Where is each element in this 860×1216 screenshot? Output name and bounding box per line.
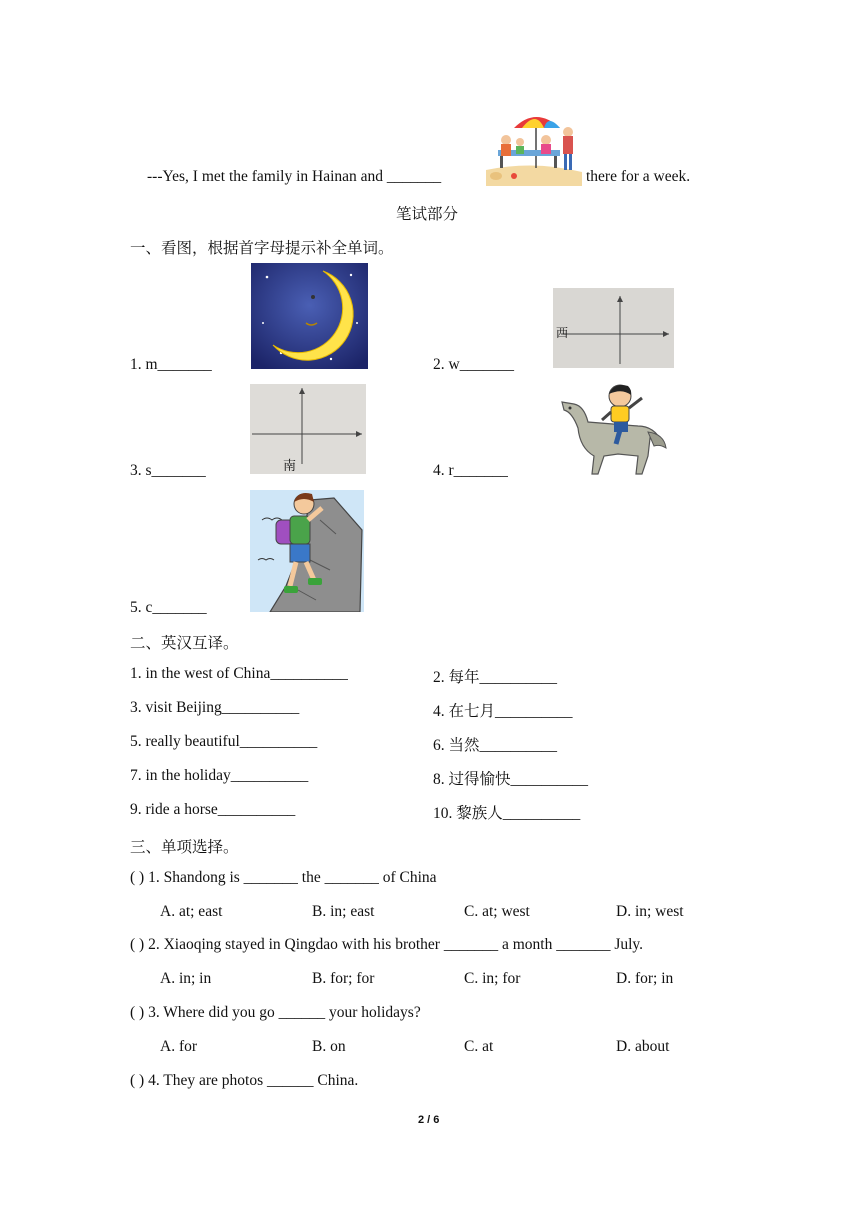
question-2-option-a: A. in; in — [160, 970, 212, 987]
section1-item-1: 1. m_______ — [130, 356, 212, 373]
question-1-stem: ( ) 1. Shandong is _______ the _______ of China — [130, 869, 437, 886]
question-2-stem: ( ) 2. Xiaoqing stayed in Qingdao with his brother _______ a month _______ July. — [130, 936, 644, 953]
question-1-option-a: A. at; east — [160, 903, 223, 920]
section2-heading: 二、英汉互译。 — [130, 635, 239, 652]
translation-item-6: 6. 当然__________ — [433, 737, 558, 754]
page-number: 2 / 6 — [418, 1114, 440, 1126]
exam-part-title: 笔试部分 — [396, 206, 459, 223]
translation-item-3: 3. visit Beijing__________ — [130, 699, 300, 716]
compass-south-label: 南 — [283, 459, 297, 474]
question-3-stem: ( ) 3. Where did you go ______ your holidays? — [130, 1004, 421, 1021]
translation-item-9: 9. ride a horse__________ — [130, 801, 296, 818]
section1-heading: 一、看图，根据首字母提示补全单词。 — [130, 240, 394, 257]
crescent-moon-icon — [251, 263, 368, 369]
question-4-stem: ( ) 4. They are photos ______ China. — [130, 1072, 359, 1089]
boy-climbing-icon — [250, 490, 364, 612]
section1-item-2: 2. w_______ — [433, 356, 514, 373]
section3-heading: 三、单项选择。 — [130, 839, 239, 856]
question-2-option-c: C. in; for — [464, 970, 521, 987]
top-sentence-before: ---Yes, I met the family in Hainan and _______ — [147, 168, 442, 185]
translation-item-2: 2. 每年__________ — [433, 669, 558, 686]
question-2-option-d: D. for; in — [616, 970, 674, 987]
question-1-option-b: B. in; east — [312, 903, 375, 920]
translation-item-5: 5. really beautiful__________ — [130, 733, 318, 750]
section1-item-5: 5. c_______ — [130, 599, 207, 616]
compass-west-label: 西 — [556, 326, 569, 340]
translation-item-4: 4. 在七月__________ — [433, 703, 573, 720]
question-3-option-c: C. at — [464, 1038, 494, 1055]
beach-family-icon — [484, 110, 584, 186]
question-3-option-a: A. for — [160, 1038, 198, 1055]
question-1-option-c: C. at; west — [464, 903, 530, 920]
compass-west-icon — [553, 288, 674, 368]
translation-item-8: 8. 过得愉快__________ — [433, 771, 589, 788]
translation-item-7: 7. in the holiday__________ — [130, 767, 309, 784]
translation-item-1: 1. in the west of China__________ — [130, 665, 348, 682]
compass-south-icon — [250, 384, 366, 474]
translation-item-10: 10. 黎族人__________ — [433, 805, 581, 822]
boy-riding-horse-icon — [558, 382, 668, 478]
top-sentence-after: there for a week. — [586, 168, 691, 185]
section1-item-3: 3. s_______ — [130, 462, 206, 479]
question-1-option-d: D. in; west — [616, 903, 684, 920]
question-3-option-b: B. on — [312, 1038, 346, 1055]
question-3-option-d: D. about — [616, 1038, 670, 1055]
question-2-option-b: B. for; for — [312, 970, 375, 987]
section1-item-4: 4. r_______ — [433, 462, 508, 479]
